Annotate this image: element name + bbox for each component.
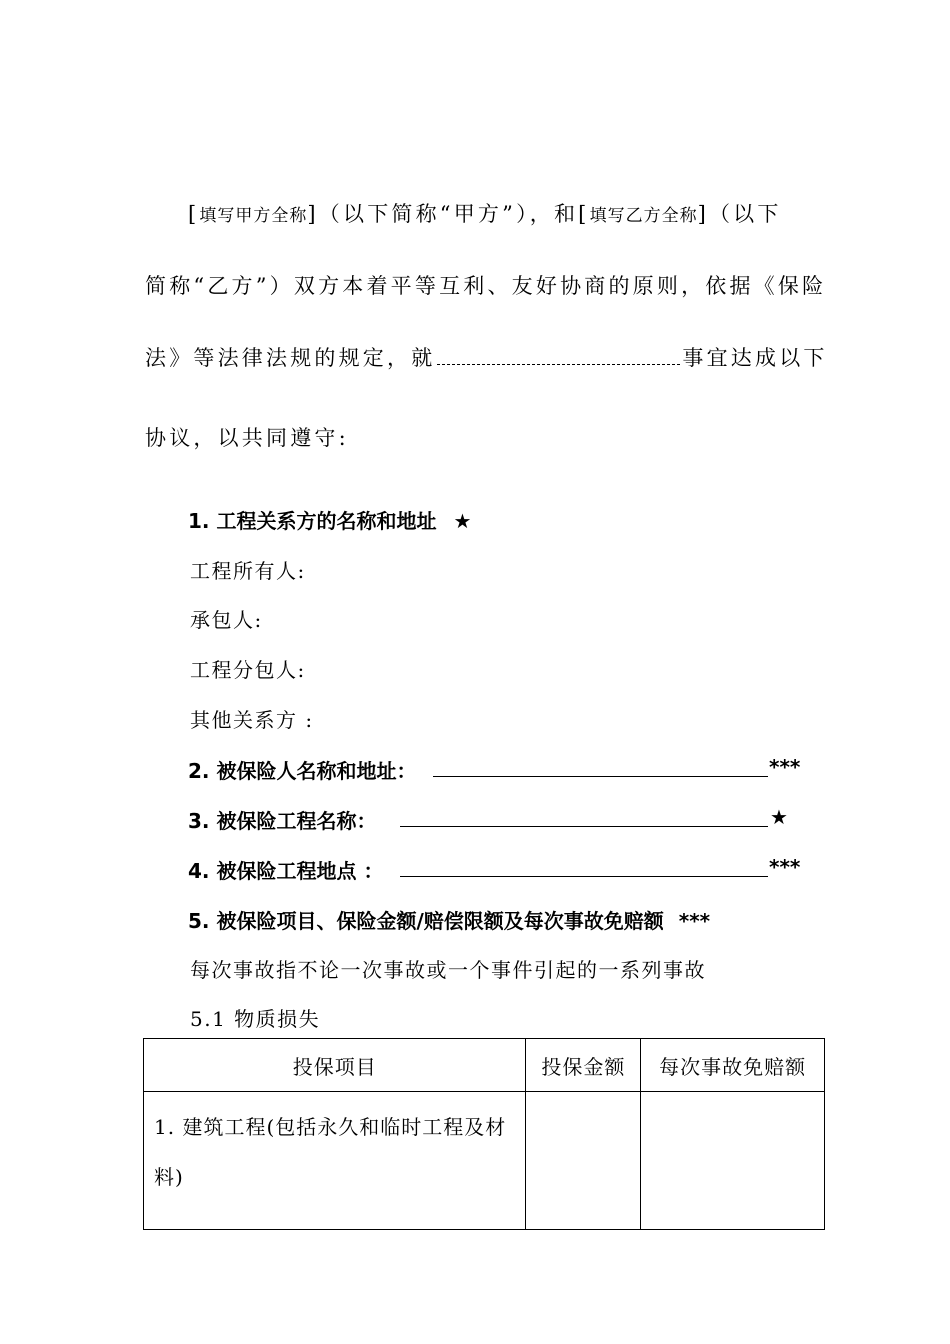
- section-1-label: 1. 工程关系方的名称和地址: [188, 509, 437, 533]
- section-2-label: 2. 被保险人名称和地址：: [188, 759, 417, 783]
- subject-blank: [437, 350, 680, 365]
- party-b-placeholder: 填写乙方全称: [589, 206, 698, 226]
- subsection-5-1: 5.1 物质损失: [190, 1007, 321, 1031]
- owner-label: 工程所有人:: [190, 559, 306, 583]
- intro-text: ]（以下: [697, 202, 782, 226]
- star-icon: ★: [770, 805, 788, 829]
- contractor-label: 承包人:: [190, 608, 263, 632]
- intro-text: ]（以下简称“甲方”），和[: [307, 202, 590, 226]
- project-location-blank[interactable]: [400, 876, 768, 877]
- project-name-blank[interactable]: [400, 826, 768, 827]
- subcontractor-label: 工程分包人:: [190, 658, 306, 682]
- intro-line-3: [145, 342, 828, 372]
- cell-item: 1. 建筑工程(包括永久和临时工程及材料): [144, 1092, 526, 1230]
- section-5-mark: ***: [678, 909, 711, 933]
- intro-line-2: 简称“乙方”）双方本着平等互利、友好协商的原则，依据《保险: [145, 274, 827, 298]
- section-4-mark: ***: [769, 855, 801, 879]
- cell-amount[interactable]: [526, 1092, 641, 1230]
- section-3-label: 3. 被保险工程名称：: [188, 809, 377, 833]
- header-deductible: 每次事故免赔额: [641, 1039, 825, 1092]
- section-4-label: 4. 被保险工程地点 ：: [188, 859, 384, 883]
- section-5-title: [188, 905, 710, 934]
- table-row: [144, 1092, 825, 1230]
- section-5-label: 5. 被保险项目、保险金额/赔偿限额及每次事故免赔额: [188, 909, 664, 933]
- header-insured-item: 投保项目: [144, 1039, 526, 1092]
- insured-name-blank[interactable]: [433, 776, 768, 777]
- coverage-table: [143, 1038, 825, 1230]
- intro-text: 事宜达成以下: [682, 346, 828, 370]
- header-insured-amount: 投保金额: [526, 1039, 641, 1092]
- party-a-placeholder: 填写甲方全称: [199, 206, 308, 226]
- intro-line-4: 协议，以共同遵守:: [145, 426, 349, 450]
- cell-deductible[interactable]: [641, 1092, 825, 1230]
- intro-text: 法》等法律法规的规定，就: [145, 346, 436, 370]
- bracket-open: [: [188, 202, 200, 226]
- table-header-row: [144, 1039, 825, 1092]
- star-icon: ★: [453, 509, 472, 533]
- intro-line-1: [188, 198, 782, 228]
- accident-definition: 每次事故指不论一次事故或一个事件引起的一系列事故: [190, 958, 706, 982]
- section-2-mark: ***: [769, 755, 801, 779]
- section-1-title: [188, 505, 471, 534]
- other-party-label: 其他关系方 :: [190, 708, 314, 732]
